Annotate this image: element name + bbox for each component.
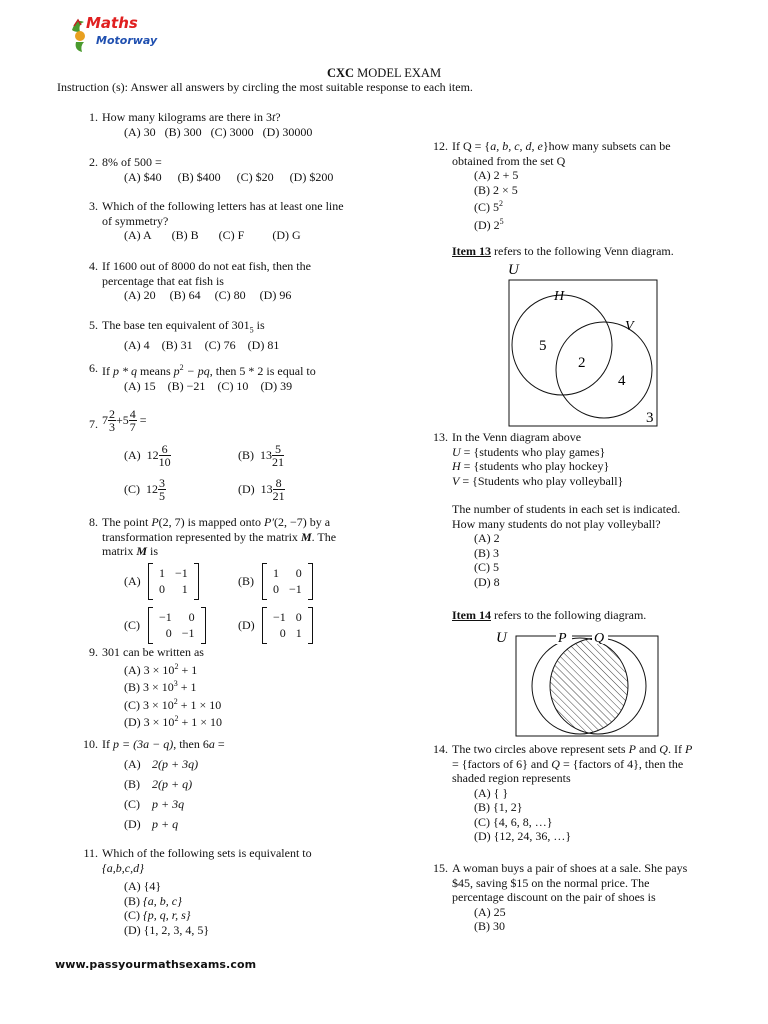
venn14-u-label: U [496, 630, 507, 646]
option-b: (B) 13 $\frac{5}{21}$ [238, 442, 284, 469]
page-title: CXC MODEL EXAM [326, 66, 442, 80]
circle-h [512, 295, 612, 395]
question-3: 3. Which of the following letters has at least one line of symmetry? (A) A (B) B (C) F (D) G [89, 199, 344, 242]
question-5: 5. The base ten equivalent of $301_5$ is (A) 4 (B) 31 (C) 76 (D) 81 [102, 318, 288, 352]
option-d: (D) 13 $\frac{8}{21}$ [238, 476, 285, 503]
option-d: (D) −1 0 0 1 [238, 607, 313, 644]
options: (A) 2 (B) 3 (C) 5 (D) 8 [474, 531, 500, 589]
options: (A) 15 (B) −21 (C) 10 (D) 39 [124, 378, 293, 393]
venn13-u-label: U [508, 262, 519, 278]
logo [66, 8, 156, 58]
logo-line1: Maths [86, 14, 138, 32]
footer-url[interactable]: www.passyourmathsexams.com [55, 958, 257, 971]
question-12: 12. If Q = {a, b, c, d, e}how many subsets can be obtained from the set Q (A) 2 + 5 (B) 2 × 5 (C) $5^2$ (D) $2^5$ [433, 139, 671, 232]
options: (A) {4} (B) {a, b, c} (C) {p, q, r, s} (D) {1, 2, 3, 4, 5} [124, 879, 210, 937]
logo-line2: Motorway [96, 34, 158, 47]
options: (A) 30 (B) 300 (C) 3000 (D) 30000 [124, 124, 313, 139]
options: (A) 20 (B) 64 (C) 80 (D) 96 [124, 288, 292, 302]
venn13-v-label: V [625, 319, 634, 334]
option-a: (A) 12 $\frac{6}{10}$ [124, 442, 171, 469]
item-13-heading: Item 13 refers to the following Venn diagram. [452, 244, 674, 258]
venn13-h-label: H [554, 289, 565, 304]
options: (A) 2 + 5 (B) 2 × 5 (C) $5^2$ (D) $2^5$ [474, 168, 519, 232]
question-14: 14. The two circles above represent sets P and Q. If P = {factors of 6} and Q = {factors of 4}, then the shaded region represents (A) { } (B) {1, 2} (C) {4, 6, 8, …} (D) {12, 24, 36, …} [433, 742, 693, 843]
option-c: (C) 12 $\frac{3}{5}$ [124, 476, 165, 503]
options: (A) 25 (B) 30 [474, 904, 506, 933]
question-11: 11. Which of the following sets is equivalent to {a,b,c,d} (A) {4} (B) {a, b, c} (C) {p, q, r, s} (D) {1, 2, 3, 4, 5} [83, 846, 312, 937]
question-13: 13. In the Venn diagram above U = {students who play games} H = {students who play hockey} V = {Students who play volleyball} The number of students in each set is indicated. How many students do not play volleyball? (A) 2 (B) 3 (C) 5 (D) 8 [433, 430, 681, 589]
options: (A) 2(p + 3q) (B) 2(p + q) (C) p + 3q (D) p + q [124, 756, 199, 831]
venn13-only-h: 5 [539, 338, 547, 354]
question-6: 6. If p * q means $p^2$ − pq, then 5 * 2 is equal to (A) 15 (B) −21 (C) 10 (D) 39 [89, 361, 316, 393]
venn-diagram-14 [492, 624, 672, 740]
question-1: 1. How many kilograms are there in 3t? (A) 30 (B) 300 (C) 3000 (D) 30000 [102, 110, 321, 139]
option-b: (B) 1 0 0 −1 [238, 563, 313, 600]
venn13-only-v: 4 [618, 373, 626, 389]
item-14-heading: Item 14 refers to the following diagram. [452, 608, 647, 622]
question-15: 15. A woman buys a pair of shoes at a sale. She pays $45, saving $15 on the normal price. The percentage discount on the pair of shoes is (A) 25 (B) 30 [433, 861, 688, 933]
question-7: 7. 7 $\frac{2}{3}$ +5 $\frac{4}{7}$ = (A) 12 $\frac{6}{10}$ (B) 13 $\frac{5}{21}$ (C) 12 $\frac{3}{5}$ (D) 13 $\frac{8}{21}$ [102, 408, 147, 523]
options: (A) A (B) B (C) F (D) G [124, 228, 301, 242]
venn13-outside: 3 [646, 410, 654, 426]
question-2: 2. 8% of 500 = (A) $40 (B) $400 (C) $20 (D) $200 [102, 155, 342, 184]
options: (A) 4 (B) 31 (C) 76 (D) 81 [124, 337, 280, 352]
venn-diagram-13 [498, 258, 668, 430]
options: (A) $3 \times 10^2 + 1$ (B) $3 \times 10^3 + 1$ (C) $3 \times 10^2 + 1 \times 10$ (D) $3 \times 10^2 + 1 \times 10$ [124, 661, 222, 729]
options: (A) { } (B) {1, 2} (C) {4, 6, 8, …} (D) {12, 24, 36, …} [474, 785, 572, 843]
question-9: 9. 301 can be written as (A) $3 \times 10^2 + 1$ (B) $3 \times 10^3 + 1$ (C) $3 \times 10^2 + 1 \times 10$ (D) $3 \times 10^2 + 1 \times 10$ [89, 645, 222, 729]
options [102, 563, 336, 649]
venn14-q-label: Q [594, 631, 605, 646]
options: (A) $40 (B) $400 (C) $20 (D) $200 [124, 169, 334, 184]
instruction: Instruction (s): Answer all answers by circling the most suitable response to each item. [57, 80, 473, 94]
venn14-p-label: P [558, 631, 567, 646]
question-8: 8. The point P(2, 7) is mapped onto P′(2, −7) by a transformation represented by the matrix M. The matrix M is (A) 1 −1 0 1 (B) 1 0 0 −1 (C) −1 0 0 −1 (D) −1 0 0 1 [102, 515, 336, 649]
option-c: (C) −1 0 0 −1 [124, 607, 206, 644]
venn13-both: 2 [578, 355, 586, 371]
question-4: 4. If 1600 out of 8000 do not eat fish, then the percentage that eat fish is (A) 20 (B) 64 (C) 80 (D) 96 [89, 259, 311, 302]
circle-v [556, 322, 652, 418]
universal-set-box [509, 280, 657, 426]
option-a: (A) 1 −1 0 1 [124, 563, 199, 600]
question-10: 10. If p = (3a − q), then 6a = (A) 2(p + 3q) (B) 2(p + q) (C) p + 3q (D) p + q [102, 737, 225, 834]
